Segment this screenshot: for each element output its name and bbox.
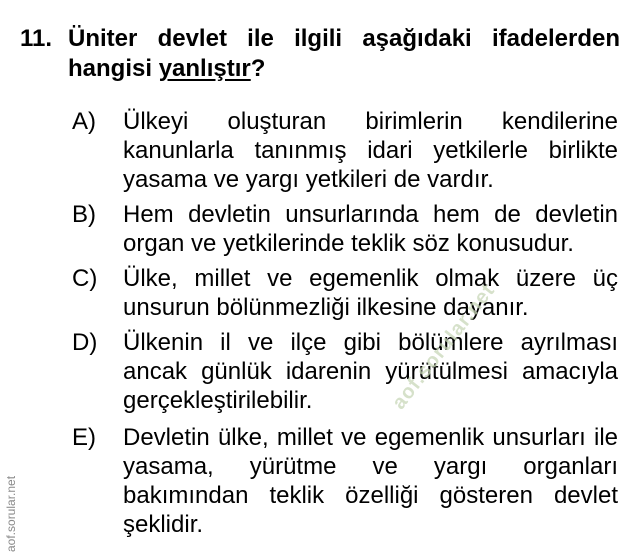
option-b-text: Hem devletin unsurlarında hem de devletin organ ve yetkilerinde teklik söz konusudur. [123, 201, 618, 257]
question-stem-text: Üniter devlet ile ilgili aşağıdaki ifadelerden hangisi [68, 25, 620, 82]
option-c-letter: C) [72, 265, 98, 292]
question-stem-emphasis: yanlıştır [158, 55, 251, 82]
watermark-side: aof.sorular.net [4, 475, 18, 552]
watermark-center: aof.sorular.net [388, 279, 500, 414]
option-d-letter: D) [72, 329, 98, 356]
option-a-text: Ülkeyi oluşturan birimlerin kendilerine kanunlarla tanınmış idari yetkilerle birlikte yasama ve yargı yetkileri de vardır. [123, 108, 618, 193]
option-c-text: Ülke, millet ve egemenlik olmak üzere üç unsurun bölünmezliği ilkesine dayanır. [123, 265, 618, 321]
option-b-letter: B) [72, 201, 96, 228]
option-a-letter: A) [72, 108, 96, 135]
question-stem [68, 24, 620, 84]
option-e-letter: E) [72, 424, 96, 451]
option-e-text: Devletin ülke, millet ve egemenlik unsurları ile yasama, yürütme ve yargı organları bakımından teklik özelliği gösteren devlet şeklidir. [123, 424, 618, 538]
option-d-text: Ülkenin il ve ilçe gibi bölümlere ayrılması ancak günlük idarenin yürütülmesi amacıyla gerçekleştirilebilir. [123, 329, 618, 414]
question-stem-end: ? [250, 55, 266, 82]
question-number: 11. [20, 25, 53, 52]
